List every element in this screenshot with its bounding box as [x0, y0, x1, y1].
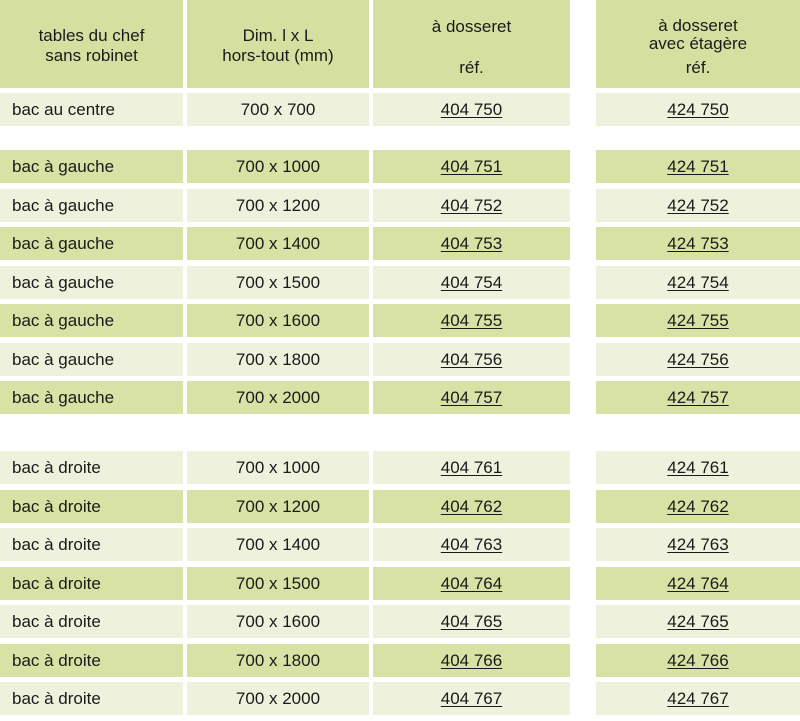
table-cell — [596, 490, 800, 523]
table-cell — [0, 189, 183, 222]
table-cell — [0, 343, 183, 376]
table-cell — [0, 304, 183, 337]
row-label: bac à gauche — [12, 387, 115, 407]
row-label: bac à gauche — [12, 272, 115, 292]
row-label: bac à droite — [12, 496, 101, 516]
header-dosseret — [373, 0, 570, 88]
row-dimension: 700 x 2000 — [235, 387, 321, 407]
header-dimensions-line2: hors-tout (mm) — [222, 46, 334, 65]
table-cell — [373, 605, 570, 638]
table-cell — [0, 682, 183, 715]
table-cell — [187, 381, 369, 414]
table-cell — [0, 227, 183, 260]
table-cell — [373, 567, 570, 600]
ref-dosseret-etagere-link[interactable]: 424 767 — [667, 688, 729, 708]
table-cell — [0, 605, 183, 638]
table-cell — [373, 682, 570, 715]
table-cell — [373, 227, 570, 260]
ref-dosseret-link[interactable]: 404 756 — [440, 349, 503, 369]
ref-dosseret-etagere-link[interactable]: 424 763 — [667, 534, 729, 554]
table-cell — [0, 528, 183, 561]
header-table-type — [0, 0, 183, 88]
table-cell — [0, 93, 183, 126]
table-cell — [0, 150, 183, 183]
ref-dosseret-link[interactable]: 404 755 — [440, 310, 503, 330]
table-cell — [0, 381, 183, 414]
ref-dosseret-etagere-link[interactable]: 424 756 — [667, 349, 729, 369]
ref-dosseret-etagere-link[interactable]: 424 755 — [667, 310, 729, 330]
header-table-type-line2: sans robinet — [45, 46, 138, 65]
row-dimension: 700 x 1500 — [235, 272, 321, 292]
header-dimensions — [187, 0, 369, 88]
table-cell — [187, 93, 369, 126]
table-cell — [0, 266, 183, 299]
row-dimension: 700 x 1600 — [235, 611, 321, 631]
ref-dosseret-link[interactable]: 404 765 — [440, 611, 503, 631]
table-cell — [0, 567, 183, 600]
ref-dosseret-link[interactable]: 404 757 — [440, 387, 503, 407]
row-label: bac à droite — [12, 688, 101, 708]
row-label: bac à droite — [12, 534, 101, 554]
ref-dosseret-link[interactable]: 404 750 — [440, 99, 503, 119]
table-cell — [373, 490, 570, 523]
ref-dosseret-link[interactable]: 404 763 — [440, 534, 503, 554]
table-cell — [596, 343, 800, 376]
header-dosseret-title: à dosseret — [431, 17, 512, 36]
row-label: bac à gauche — [12, 349, 115, 369]
row-dimension: 700 x 1200 — [235, 496, 321, 516]
ref-dosseret-etagere-link[interactable]: 424 761 — [667, 457, 729, 477]
table-cell — [596, 528, 800, 561]
ref-dosseret-link[interactable]: 404 753 — [440, 233, 503, 253]
table-cell — [596, 304, 800, 337]
row-dimension: 700 x 1400 — [235, 534, 321, 554]
row-dimension: 700 x 1000 — [235, 457, 321, 477]
row-label: bac à gauche — [12, 310, 115, 330]
table-cell — [596, 93, 800, 126]
table-cell — [187, 227, 369, 260]
table-cell — [187, 451, 369, 484]
table-cell — [187, 343, 369, 376]
header-dosseret-ref-label: réf. — [459, 58, 484, 77]
header-dimensions-line1: Dim. l x L — [242, 26, 314, 45]
ref-dosseret-etagere-link[interactable]: 424 757 — [667, 387, 729, 407]
table-cell — [187, 189, 369, 222]
table-cell — [596, 567, 800, 600]
table-cell — [373, 304, 570, 337]
row-dimension: 700 x 1800 — [235, 650, 321, 670]
ref-dosseret-etagere-link[interactable]: 424 765 — [667, 611, 729, 631]
ref-dosseret-etagere-link[interactable]: 424 754 — [667, 272, 729, 292]
table-cell — [187, 682, 369, 715]
table-cell — [187, 644, 369, 677]
table-cell — [0, 451, 183, 484]
ref-dosseret-link[interactable]: 404 752 — [440, 195, 503, 215]
row-label: bac au centre — [12, 99, 116, 119]
ref-dosseret-link[interactable]: 404 764 — [440, 573, 503, 593]
ref-dosseret-link[interactable]: 404 767 — [440, 688, 503, 708]
table-cell — [373, 644, 570, 677]
row-label: bac à droite — [12, 650, 101, 670]
table-cell — [187, 528, 369, 561]
ref-dosseret-etagere-link[interactable]: 424 762 — [667, 496, 729, 516]
ref-dosseret-link[interactable]: 404 751 — [440, 156, 503, 176]
row-label: bac à gauche — [12, 156, 115, 176]
row-dimension: 700 x 1000 — [235, 156, 321, 176]
table-cell — [596, 381, 800, 414]
table-cell — [0, 644, 183, 677]
table-cell — [596, 682, 800, 715]
row-dimension: 700 x 700 — [240, 99, 316, 119]
table-cell — [373, 93, 570, 126]
table-cell — [596, 451, 800, 484]
ref-dosseret-etagere-link[interactable]: 424 752 — [667, 195, 729, 215]
table-cell — [373, 150, 570, 183]
row-label: bac à droite — [12, 611, 101, 631]
ref-dosseret-link[interactable]: 404 762 — [440, 496, 503, 516]
header-table-type-line1: tables du chef — [38, 26, 145, 45]
row-dimension: 700 x 1500 — [235, 573, 321, 593]
table-cell — [373, 381, 570, 414]
row-dimension: 700 x 1400 — [235, 233, 321, 253]
row-dimension: 700 x 1800 — [235, 349, 321, 369]
table-cell — [187, 490, 369, 523]
table-cell — [373, 266, 570, 299]
table-cell — [596, 644, 800, 677]
header-dosseret-etagere-ref-label: réf. — [685, 58, 711, 77]
row-label: bac à droite — [12, 573, 101, 593]
table-cell — [596, 189, 800, 222]
ref-dosseret-link[interactable]: 404 761 — [440, 457, 503, 477]
header-dosseret-etagere-line1: à dosseret — [658, 16, 738, 35]
table-cell — [596, 150, 800, 183]
table-cell — [373, 343, 570, 376]
ref-dosseret-etagere-link[interactable]: 424 751 — [667, 156, 729, 176]
table-cell — [596, 227, 800, 260]
ref-dosseret-etagere-link[interactable]: 424 750 — [667, 99, 729, 119]
table-cell — [373, 528, 570, 561]
table-cell — [187, 605, 369, 638]
header-dosseret-etagere — [596, 0, 800, 88]
ref-dosseret-etagere-link[interactable]: 424 764 — [667, 573, 729, 593]
ref-dosseret-link[interactable]: 404 754 — [440, 272, 503, 292]
table-cell — [187, 567, 369, 600]
table-cell — [373, 451, 570, 484]
table-cell — [0, 490, 183, 523]
row-dimension: 700 x 1200 — [235, 195, 321, 215]
ref-dosseret-etagere-link[interactable]: 424 766 — [667, 650, 729, 670]
table-cell — [187, 304, 369, 337]
table-cell — [187, 150, 369, 183]
table-cell — [373, 189, 570, 222]
row-dimension: 700 x 1600 — [235, 310, 321, 330]
header-dosseret-etagere-line2: avec étagère — [648, 34, 748, 53]
row-label: bac à gauche — [12, 233, 115, 253]
row-label: bac à gauche — [12, 195, 115, 215]
table-cell — [187, 266, 369, 299]
row-label: bac à droite — [12, 457, 101, 477]
ref-dosseret-etagere-link[interactable]: 424 753 — [667, 233, 729, 253]
table-cell — [596, 605, 800, 638]
row-dimension: 700 x 2000 — [235, 688, 321, 708]
table-cell — [596, 266, 800, 299]
ref-dosseret-link[interactable]: 404 766 — [440, 650, 503, 670]
